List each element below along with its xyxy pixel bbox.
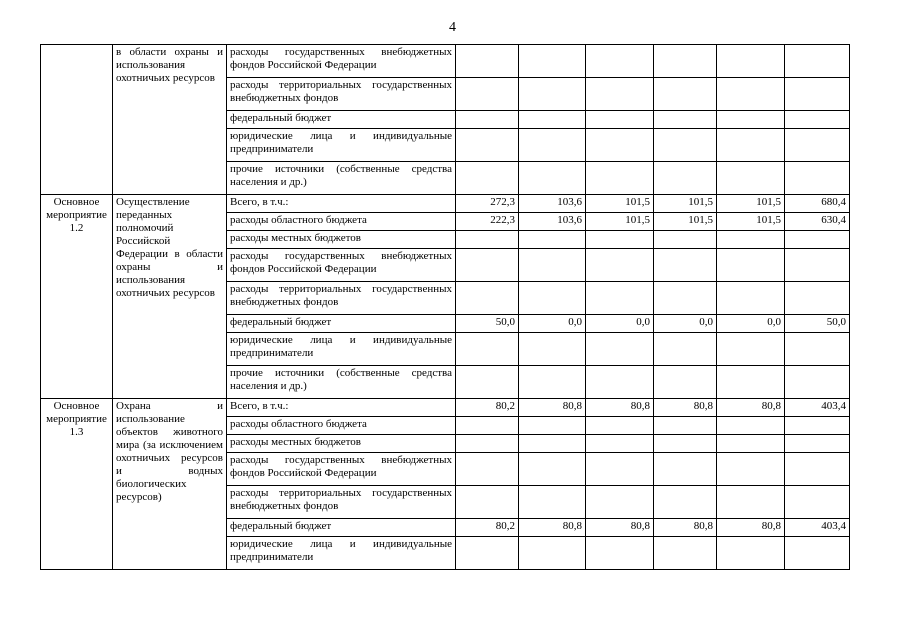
value-cell [456, 129, 519, 162]
funding-source-cell: расходы территориальных государственных внебюджетных фондов [227, 78, 456, 111]
value-cell: 80,8 [654, 519, 717, 537]
value-cell [654, 435, 717, 453]
value-cell [519, 282, 586, 315]
funding-source-cell: расходы областного бюджета [227, 213, 456, 231]
value-cell [785, 417, 850, 435]
value-cell [456, 486, 519, 519]
value-cell [519, 366, 586, 399]
value-cell [654, 111, 717, 129]
value-cell: 80,8 [717, 519, 785, 537]
value-cell [717, 282, 785, 315]
value-cell: 101,5 [586, 195, 654, 213]
value-cell: 103,6 [519, 213, 586, 231]
value-cell: 80,8 [519, 399, 586, 417]
value-cell: 101,5 [654, 195, 717, 213]
value-cell [456, 231, 519, 249]
value-cell [785, 129, 850, 162]
value-cell: 80,8 [519, 519, 586, 537]
value-cell [654, 129, 717, 162]
funding-source-cell: прочие источники (собственные средства населения и др.) [227, 162, 456, 195]
value-cell [654, 249, 717, 282]
value-cell: 0,0 [717, 315, 785, 333]
activity-code-cell: Основное мероприятие 1.2 [41, 195, 113, 399]
value-cell [456, 333, 519, 366]
funding-source-cell: юридические лица и индивидуальные предприниматели [227, 537, 456, 570]
value-cell [519, 333, 586, 366]
value-cell [785, 78, 850, 111]
value-cell [586, 162, 654, 195]
value-cell [717, 111, 785, 129]
funding-source-cell: расходы государственных внебюджетных фондов Российской Федерации [227, 453, 456, 486]
table-row [41, 195, 850, 213]
activity-code-cell [41, 45, 113, 195]
value-cell: 0,0 [654, 315, 717, 333]
value-cell [456, 111, 519, 129]
value-cell [785, 45, 850, 78]
value-cell [654, 78, 717, 111]
value-cell [519, 111, 586, 129]
value-cell [586, 537, 654, 570]
value-cell [519, 486, 586, 519]
value-cell [586, 333, 654, 366]
table-row [41, 45, 850, 78]
value-cell: 101,5 [654, 213, 717, 231]
funding-source-cell: расходы территориальных государственных внебюджетных фондов [227, 486, 456, 519]
table-body [41, 45, 850, 570]
value-cell [586, 435, 654, 453]
value-cell: 403,4 [785, 399, 850, 417]
value-cell [785, 366, 850, 399]
value-cell [717, 78, 785, 111]
funding-source-cell: расходы государственных внебюджетных фондов Российской Федерации [227, 249, 456, 282]
value-cell [717, 453, 785, 486]
funding-source-cell: расходы государственных внебюджетных фондов Российской Федерации [227, 45, 456, 78]
value-cell [586, 45, 654, 78]
value-cell: 222,3 [456, 213, 519, 231]
funding-source-cell: Всего, в т.ч.: [227, 195, 456, 213]
value-cell [717, 417, 785, 435]
value-cell [456, 282, 519, 315]
value-cell [586, 417, 654, 435]
value-cell [586, 486, 654, 519]
value-cell [785, 282, 850, 315]
value-cell [586, 78, 654, 111]
value-cell [654, 453, 717, 486]
value-cell [456, 453, 519, 486]
value-cell [717, 486, 785, 519]
value-cell [586, 129, 654, 162]
activity-name-cell: Охрана и использование объектов животного мира (за исключением охотничьих ресурсов и водных биологических ресурсов) [113, 399, 227, 570]
value-cell [586, 231, 654, 249]
activity-name-cell: Осуществление переданных полномочий Российской Федерации в области охраны и использования охотничьих ресурсов [113, 195, 227, 399]
value-cell [717, 249, 785, 282]
value-cell [654, 537, 717, 570]
value-cell [785, 231, 850, 249]
value-cell [717, 366, 785, 399]
value-cell: 630,4 [785, 213, 850, 231]
value-cell [519, 435, 586, 453]
value-cell: 101,5 [717, 213, 785, 231]
funding-source-cell: юридические лица и индивидуальные предприниматели [227, 129, 456, 162]
value-cell [586, 282, 654, 315]
funding-source-cell: Всего, в т.ч.: [227, 399, 456, 417]
activity-name-cell: в области охраны и использования охотничьих ресурсов [113, 45, 227, 195]
value-cell [717, 435, 785, 453]
value-cell: 80,8 [717, 399, 785, 417]
value-cell: 50,0 [785, 315, 850, 333]
value-cell [654, 231, 717, 249]
value-cell: 80,2 [456, 519, 519, 537]
value-cell [519, 249, 586, 282]
value-cell: 272,3 [456, 195, 519, 213]
value-cell [519, 417, 586, 435]
value-cell [456, 249, 519, 282]
budget-table [40, 44, 850, 570]
value-cell [785, 537, 850, 570]
value-cell: 80,2 [456, 399, 519, 417]
value-cell: 80,8 [586, 399, 654, 417]
value-cell [785, 435, 850, 453]
value-cell [654, 162, 717, 195]
value-cell [519, 537, 586, 570]
value-cell: 103,6 [519, 195, 586, 213]
value-cell [654, 417, 717, 435]
value-cell [519, 453, 586, 486]
value-cell [519, 162, 586, 195]
value-cell [456, 366, 519, 399]
value-cell [654, 45, 717, 78]
value-cell [785, 486, 850, 519]
value-cell [717, 231, 785, 249]
value-cell: 403,4 [785, 519, 850, 537]
value-cell [717, 537, 785, 570]
value-cell: 101,5 [717, 195, 785, 213]
funding-source-cell: расходы местных бюджетов [227, 435, 456, 453]
table-row [41, 399, 850, 417]
value-cell: 80,8 [586, 519, 654, 537]
value-cell [456, 435, 519, 453]
value-cell [519, 129, 586, 162]
value-cell [519, 45, 586, 78]
value-cell [654, 333, 717, 366]
funding-source-cell: расходы областного бюджета [227, 417, 456, 435]
value-cell [586, 111, 654, 129]
page-number: 4 [449, 20, 456, 35]
value-cell [654, 366, 717, 399]
value-cell: 0,0 [586, 315, 654, 333]
value-cell [456, 417, 519, 435]
funding-source-cell: федеральный бюджет [227, 111, 456, 129]
value-cell [586, 249, 654, 282]
funding-source-cell: расходы местных бюджетов [227, 231, 456, 249]
value-cell [586, 453, 654, 486]
value-cell [717, 45, 785, 78]
funding-source-cell: прочие источники (собственные средства населения и др.) [227, 366, 456, 399]
value-cell [456, 537, 519, 570]
value-cell [717, 129, 785, 162]
value-cell [654, 486, 717, 519]
value-cell [785, 453, 850, 486]
value-cell [519, 78, 586, 111]
value-cell [654, 282, 717, 315]
value-cell [456, 78, 519, 111]
value-cell [785, 111, 850, 129]
value-cell [456, 162, 519, 195]
value-cell [785, 162, 850, 195]
funding-source-cell: федеральный бюджет [227, 315, 456, 333]
value-cell: 50,0 [456, 315, 519, 333]
funding-source-cell: юридические лица и индивидуальные предприниматели [227, 333, 456, 366]
value-cell [785, 249, 850, 282]
funding-source-cell: федеральный бюджет [227, 519, 456, 537]
value-cell [519, 231, 586, 249]
value-cell [586, 366, 654, 399]
value-cell: 680,4 [785, 195, 850, 213]
value-cell [785, 333, 850, 366]
value-cell [456, 45, 519, 78]
value-cell: 80,8 [654, 399, 717, 417]
funding-source-cell: расходы территориальных государственных внебюджетных фондов [227, 282, 456, 315]
value-cell [717, 333, 785, 366]
activity-code-cell: Основное мероприятие 1.3 [41, 399, 113, 570]
value-cell: 0,0 [519, 315, 586, 333]
value-cell: 101,5 [586, 213, 654, 231]
value-cell [717, 162, 785, 195]
